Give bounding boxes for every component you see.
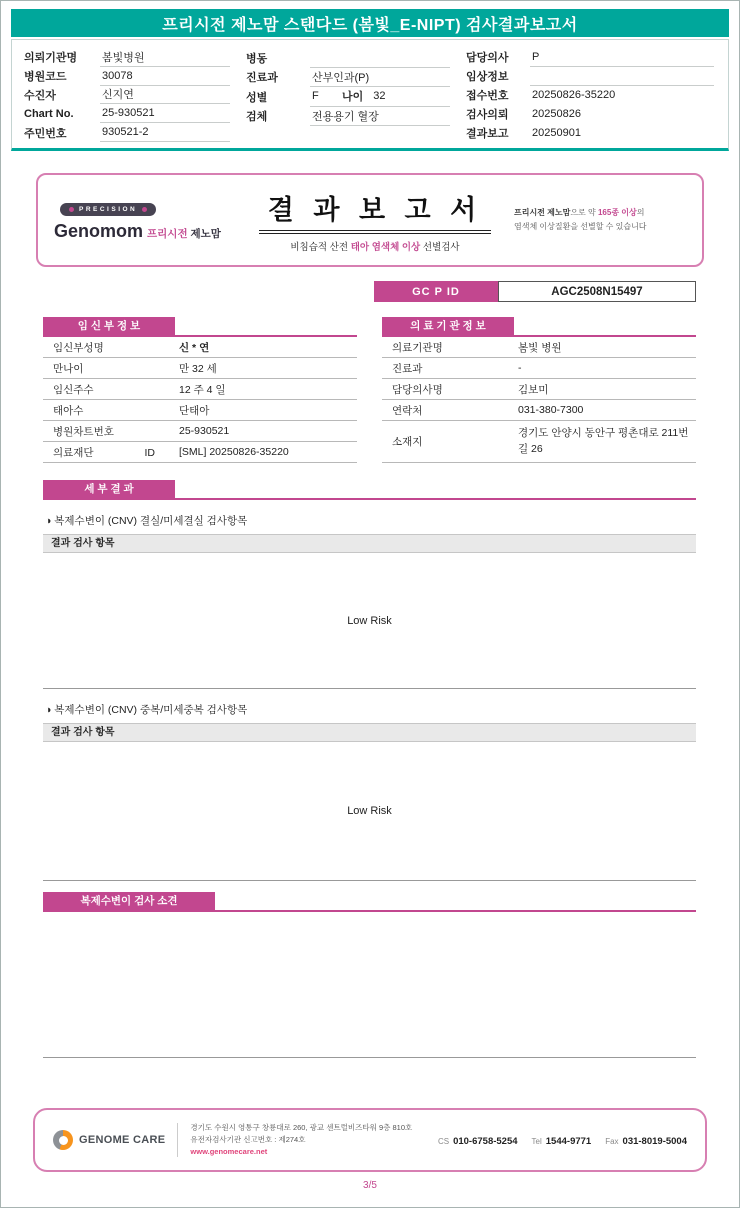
field-label: 검사의뢰 — [466, 108, 509, 121]
field-value — [530, 67, 714, 86]
field-label: 결과보고 — [466, 127, 509, 140]
table-row — [43, 442, 357, 463]
row-label: 소재지 — [392, 436, 423, 448]
row-value: [SML] 20250826-35220 — [179, 446, 289, 458]
brand-sub-dark: 제노맘 — [190, 227, 221, 240]
age-label: 나이 — [342, 91, 364, 104]
page-number: 3/5 — [363, 1180, 377, 1191]
field-value: 20250826-35220 — [532, 88, 616, 101]
clinic-info-table — [382, 318, 696, 463]
opinion-section-header — [43, 893, 696, 912]
field-value: 봄빛병원 — [100, 48, 230, 67]
field-value — [310, 87, 450, 107]
report-main-title: 결 과 보 고 서 — [267, 194, 483, 225]
row-label: 임신부성명 — [53, 341, 104, 354]
age-value: 32 — [373, 90, 386, 103]
precision-dot-icon — [142, 207, 147, 212]
contact-fax: Fax 031-8019-5004 — [605, 1136, 687, 1147]
gcpid-value: AGC2508N15497 — [498, 281, 696, 302]
report-title-bar — [11, 9, 729, 37]
mother-info-header-badge: 임 신 부 정 보 — [43, 317, 175, 336]
row-value: - — [518, 362, 522, 374]
row-value: 김보미 — [518, 383, 549, 396]
table-row — [43, 400, 357, 421]
contact-cs: CS 010-6758-5254 — [437, 1136, 518, 1147]
patient-info-row — [246, 68, 466, 88]
brand-wordmark — [54, 221, 236, 242]
result-table-header: 결과 검사 항목 — [43, 723, 696, 742]
patient-info-row — [466, 86, 716, 105]
footer-address — [190, 1122, 412, 1158]
brand-name: Genomom — [54, 220, 144, 241]
result-value: Low Risk — [347, 805, 392, 817]
row-label: 태아수 — [53, 404, 84, 417]
patient-info-col1 — [24, 48, 246, 142]
row-value: 만 32 세 — [179, 362, 217, 375]
patient-info-row — [246, 107, 466, 127]
row-label: 진료과 — [392, 362, 423, 375]
mother-info-section-header — [43, 318, 357, 337]
detail-results — [43, 481, 696, 1058]
footer-address-line2: 유전자검사기관 신고번호 : 제274호 — [190, 1135, 306, 1144]
report-header-box — [36, 173, 704, 267]
field-label: 성별 — [246, 91, 268, 104]
field-value: 930521-2 — [100, 123, 230, 142]
patient-info-row — [24, 48, 246, 67]
clinic-info-header-badge: 의 료 기 관 정 보 — [382, 317, 514, 336]
row-value: 신 * 연 — [179, 341, 210, 354]
table-row — [43, 358, 357, 379]
patient-info-col2 — [246, 48, 466, 142]
cnv-duplication-section — [43, 702, 696, 881]
field-label: 수진자 — [24, 89, 56, 102]
table-row — [382, 400, 696, 421]
field-label: 병원코드 — [24, 71, 67, 84]
gcpid-label: GC P ID — [374, 281, 498, 302]
patient-info-row — [246, 48, 466, 68]
row-label: 임신주수 — [53, 383, 94, 396]
table-row — [382, 379, 696, 400]
report-subtitle: 비침습적 산전 태아 염색체 이상 선별검사 — [290, 241, 460, 253]
tagline-line1: 프리시전 제노맘으로 약 165종 이상의 — [514, 208, 645, 218]
patient-info-row — [24, 104, 246, 123]
row-label: 병원차트번호 — [53, 425, 114, 438]
field-label: 임상정보 — [466, 71, 509, 84]
clinic-info-section-header — [382, 318, 696, 337]
patient-info-row — [466, 123, 716, 142]
contact-tel: Tel 1544-9771 — [531, 1136, 592, 1147]
field-label: 진료과 — [246, 72, 278, 85]
subtitle-highlight: 태아 염색체 이상 — [350, 241, 421, 253]
footer-divider — [177, 1123, 178, 1157]
field-label: Chart No. — [24, 107, 74, 120]
field-value: P — [530, 48, 714, 67]
field-value: 20250826 — [532, 107, 581, 120]
tagline-line2: 염색체 이상질환을 선별할 수 있습니다 — [514, 222, 647, 231]
genome-care-logo-text: GENOME CARE — [79, 1134, 166, 1146]
table-row — [382, 421, 696, 463]
brand-sub-pink: 프리시전 — [147, 227, 188, 240]
result-area — [43, 742, 696, 881]
row-value: 031-380-7300 — [518, 404, 584, 416]
footer-address-line1: 경기도 수원시 영통구 창룡대로 260, 광교 센트럴비즈타워 9층 810호 — [190, 1123, 413, 1132]
report-tagline — [514, 206, 686, 233]
opinion-header-badge: 복제수변이 검사 소견 — [43, 892, 215, 911]
row-label: 만나이 — [53, 362, 84, 375]
field-value: 30078 — [100, 67, 230, 86]
report-heading — [244, 188, 506, 253]
patient-info-row — [24, 86, 246, 105]
result-value: Low Risk — [347, 614, 392, 627]
website-url: www.genomecare.net — [190, 1147, 268, 1156]
table-row — [43, 421, 357, 442]
table-row — [43, 379, 357, 400]
report-title: 프리시전 제노맘 스탠다드 (봄빛_E-NIPT) 검사결과보고서 — [162, 16, 578, 34]
patient-info-col3 — [466, 48, 716, 142]
row-value: 경기도 안양시 동안구 평촌대로 211번길 26 — [518, 427, 689, 455]
row-value: 12 주 4 일 — [179, 383, 226, 396]
field-value: 산부인과(P) — [310, 68, 450, 88]
patient-info-row — [466, 67, 716, 86]
row-label: 의료기관명 — [392, 341, 443, 354]
field-label: 주민번호 — [24, 127, 67, 140]
field-value: 20250901 — [532, 126, 581, 139]
precision-badge — [60, 203, 156, 216]
table-row — [43, 337, 357, 358]
cnv-deletion-title: ◑ 복제수변이 (CNV) 결실/미세결실 검사항목 — [45, 515, 248, 527]
table-row — [382, 337, 696, 358]
cnv-deletion-section — [43, 513, 696, 689]
row-value: 25-930521 — [179, 425, 230, 437]
field-value: 전용용기 혈장 — [310, 107, 450, 127]
patient-info-row — [24, 123, 246, 142]
row-value: 단태아 — [179, 404, 210, 417]
row-value: 봄빛 병원 — [518, 341, 562, 354]
row-label: 의료재단 ID — [53, 446, 155, 459]
result-area — [43, 553, 696, 689]
patient-info-box — [11, 39, 729, 151]
genome-care-logo — [53, 1130, 165, 1150]
precision-dot-icon — [69, 207, 74, 212]
row-label: 연락처 — [392, 404, 423, 417]
row-label: 담당의사명 — [392, 383, 443, 396]
footer-contacts — [438, 1131, 687, 1149]
details-header-badge: 세 부 결 과 — [43, 480, 175, 499]
gcpid-row — [374, 281, 696, 302]
field-label: 의뢰기관명 — [24, 52, 78, 65]
cnv-duplication-title: ◑ 복제수변이 (CNV) 중복/미세중복 검사항목 — [45, 704, 248, 716]
mother-info-table — [43, 318, 357, 463]
field-label: 담당의사 — [466, 52, 509, 65]
sex-value: F — [312, 90, 319, 103]
field-label: 병동 — [246, 52, 268, 65]
field-label: 접수번호 — [466, 89, 509, 102]
opinion-empty-area — [43, 912, 696, 1058]
patient-info-row — [466, 48, 716, 67]
info-tables — [43, 318, 696, 463]
patient-info-row — [246, 87, 466, 107]
field-value: 신지연 — [100, 86, 230, 105]
result-table-header: 결과 검사 항목 — [43, 534, 696, 553]
precision-badge-label: PRECISION — [79, 205, 138, 213]
genome-care-logo-icon — [53, 1130, 73, 1150]
footer-box — [33, 1108, 707, 1172]
field-value: 25-930521 — [100, 104, 230, 123]
title-double-underline — [259, 230, 491, 234]
patient-info-row — [466, 104, 716, 123]
patient-info-row — [24, 67, 246, 86]
details-section-header — [43, 481, 696, 500]
table-row — [382, 358, 696, 379]
genomom-brand — [54, 199, 236, 242]
field-label: 검체 — [246, 111, 268, 124]
field-value — [310, 48, 450, 68]
